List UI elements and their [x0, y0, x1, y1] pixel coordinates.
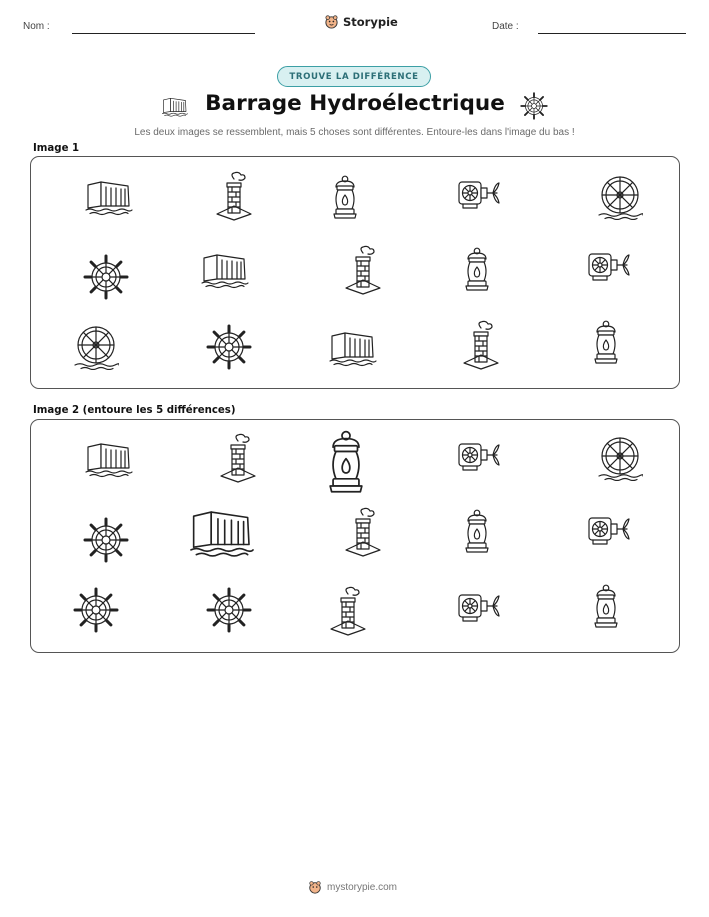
turbine-icon[interactable]: [587, 513, 633, 549]
chimney-icon[interactable]: [218, 433, 258, 483]
lantern-icon[interactable]: [323, 428, 369, 498]
lantern-icon[interactable]: [590, 584, 622, 630]
date-label: Date :: [492, 21, 519, 32]
dam-icon[interactable]: [84, 438, 134, 478]
turbine-icon: [457, 177, 503, 213]
date-field[interactable]: [538, 33, 686, 34]
turbine-icon[interactable]: [457, 590, 503, 626]
lantern-icon: [461, 247, 493, 293]
ship-wheel-icon[interactable]: [206, 587, 252, 633]
turbine-icon: [587, 249, 633, 285]
name-field[interactable]: [72, 33, 255, 34]
lantern-icon: [590, 320, 622, 366]
dam-icon: [200, 249, 250, 289]
instructions: Les deux images se ressemblent, mais 5 choses sont différentes. Entoure-les dans l'image du bas !: [134, 127, 575, 138]
water-wheel-icon: [597, 174, 643, 220]
chimney-icon: [461, 320, 501, 370]
ship-wheel-icon[interactable]: [73, 587, 119, 633]
ship-wheel-icon[interactable]: [83, 517, 129, 563]
footer-url[interactable]: mystorypie.com: [327, 881, 398, 893]
ship-wheel-icon: [83, 254, 129, 300]
chimney-icon: [343, 245, 383, 295]
title-ship-wheel-icon: [520, 92, 548, 120]
dam-icon: [328, 327, 378, 367]
image2-label: Image 2 (entoure les 5 différences): [33, 405, 236, 416]
name-label: Nom :: [23, 21, 50, 32]
footer: [308, 880, 397, 894]
storypie-mascot-icon: [308, 880, 322, 894]
chimney-icon[interactable]: [328, 584, 368, 638]
dam-icon[interactable]: [188, 504, 256, 558]
ship-wheel-icon: [206, 324, 252, 370]
page-title: Barrage Hydroélectrique: [205, 91, 505, 116]
image1-label: Image 1: [33, 143, 80, 154]
brand-logo: [324, 14, 398, 29]
badge: TROUVE LA DIFFÉRENCE: [277, 66, 431, 87]
water-wheel-icon: [73, 324, 119, 370]
dam-icon: [84, 176, 134, 216]
turbine-icon[interactable]: [457, 439, 503, 475]
chimney-icon: [214, 171, 254, 221]
title-dam-icon: [160, 95, 190, 117]
storypie-mascot-icon: [324, 14, 339, 29]
lantern-icon[interactable]: [461, 509, 493, 555]
chimney-icon[interactable]: [343, 507, 383, 557]
lantern-icon: [329, 175, 361, 221]
brand-name: Storypie: [343, 14, 398, 29]
water-wheel-icon[interactable]: [597, 435, 643, 481]
